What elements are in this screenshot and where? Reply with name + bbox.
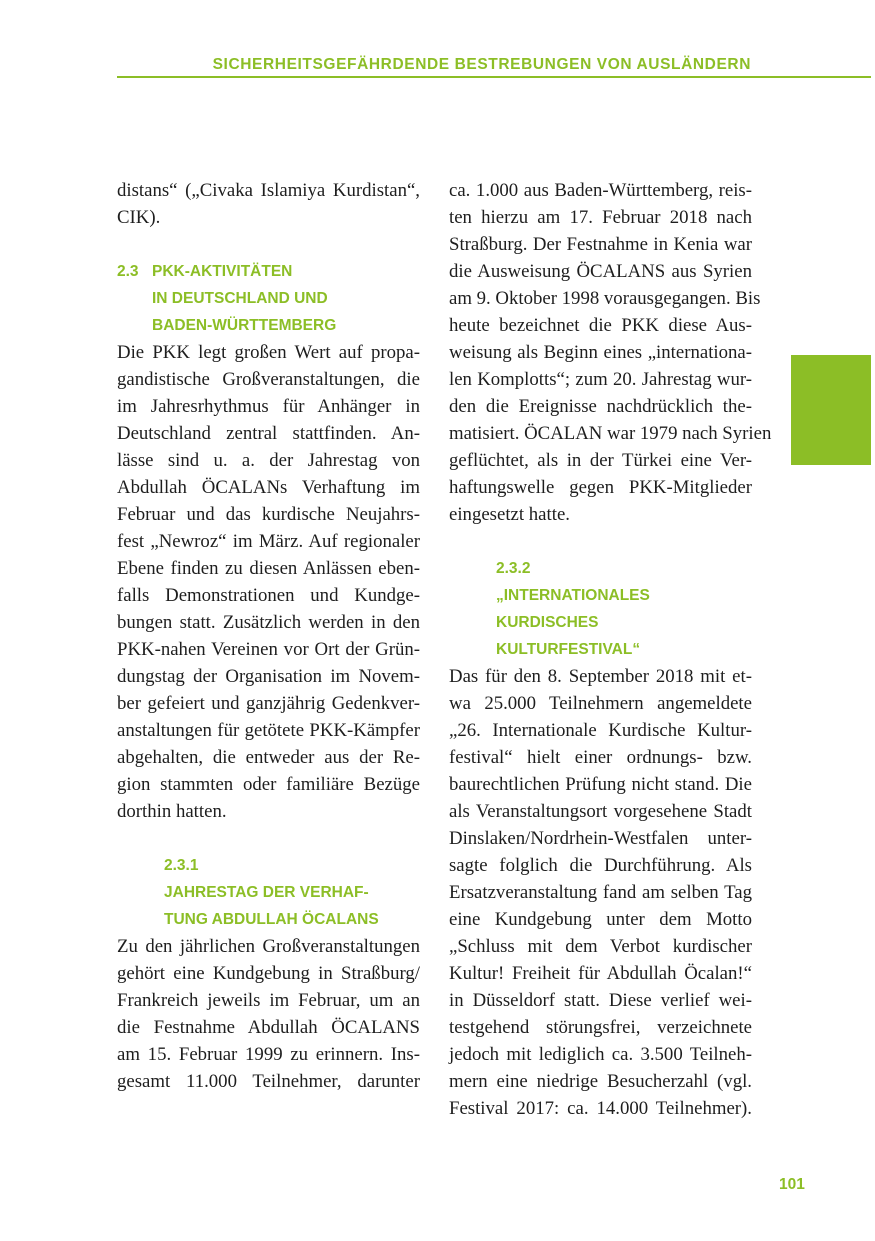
text-line: die Festnahme Abdullah ÖCALANS	[117, 1017, 420, 1038]
text-line: PKK-nahen Vereinen vor Ort der Grün-	[117, 639, 420, 660]
text-line: „26. Internationale Kurdische Kultur-	[449, 720, 752, 741]
text-line: „Schluss mit dem Verbot kurdischer	[449, 936, 752, 957]
text-line: eine Kundgebung unter dem Motto	[449, 909, 752, 930]
text-line: baurechtlichen Prüfung nicht stand. Die	[449, 774, 752, 795]
text-line: Ebene finden zu diesen Anlässen eben-	[117, 558, 420, 579]
intro-paragraph	[117, 177, 420, 231]
text-line: Straßburg. Der Festnahme in Kenia war	[449, 234, 752, 255]
text-line: weisung als Beginn eines „internationa-	[449, 342, 752, 363]
subsection-number: 2.3.2	[496, 560, 531, 577]
text-line: Ersatzveranstaltung fand am selben Tag	[449, 882, 752, 903]
text-line: ca. 1.000 aus Baden-Württemberg, reis-	[449, 180, 752, 201]
subsection-title-line: KULTURFESTIVAL“	[496, 641, 641, 658]
subsection-title-line: „INTERNATIONALES	[496, 587, 650, 604]
text-line: heute bezeichnet die PKK diese Aus-	[449, 315, 752, 336]
text-line: Deutschland zentral stattfinden. An-	[117, 423, 420, 444]
text-line: Februar und das kurdische Neujahrs-	[117, 504, 420, 525]
text-line: falls Demonstrationen und Kundge-	[117, 585, 420, 606]
text-line: am 15. Februar 1999 zu erinnern. Ins-	[117, 1044, 420, 1065]
header-rule	[117, 76, 871, 78]
text-line: testgehend störungsfrei, verzeichnete	[449, 1017, 752, 1038]
text-line: distans“ („Civaka Islamiya Kurdistan“,	[117, 180, 420, 201]
subsection-number: 2.3.1	[164, 857, 199, 874]
text-line: den die Ereignisse nachdrücklich the-	[449, 396, 752, 417]
text-line: fest „Newroz“ im März. Auf regionaler	[117, 531, 420, 552]
chapter-tab-marker	[791, 355, 871, 465]
text-line: ber gefeiert und ganzjährig Gedenkver-	[117, 693, 420, 714]
subsection-title-line: TUNG ABDULLAH ÖCALANS	[164, 911, 379, 928]
text-line: sagte folglich die Durchführung. Als	[449, 855, 752, 876]
section-number: 2.3	[117, 263, 139, 280]
subsection-heading-2-3-1	[117, 852, 420, 933]
text-line: die Ausweisung ÖCALANS aus Syrien	[449, 261, 752, 282]
text-line: wa 25.000 Teilnehmern angemeldete	[449, 693, 752, 714]
text-line: in Düsseldorf statt. Diese verlief wei-	[449, 990, 752, 1011]
text-line: Kultur! Freiheit für Abdullah Öcalan!“	[449, 963, 752, 984]
text-line: Dinslaken/Nordrhein-Westfalen unter-	[449, 828, 752, 849]
text-line: lässe sind u. a. der Jahrestag von	[117, 450, 420, 471]
text-line: jedoch mit lediglich ca. 3.500 Teilneh-	[449, 1044, 752, 1065]
text-line: Frankreich jeweils im Februar, um an	[117, 990, 420, 1011]
left-column	[117, 177, 420, 1095]
text-line: anstaltungen für getötete PKK-Kämpfer	[117, 720, 420, 741]
section-2-3-paragraph	[117, 339, 420, 825]
text-line: eingesetzt hatte.	[449, 504, 570, 525]
text-line: im Jahresrhythmus für Anhänger in	[117, 396, 420, 417]
text-line: festival“ hielt einer ordnungs- bzw.	[449, 747, 752, 768]
text-line: Zu den jährlichen Großveranstaltungen	[117, 936, 420, 957]
text-line: gehört eine Kundgebung in Straßburg/	[117, 963, 420, 984]
section-title-line: PKK-AKTIVITÄTEN	[152, 263, 293, 280]
continued-paragraph	[449, 177, 772, 528]
text-line: haftungswelle gegen PKK-Mitglieder	[449, 477, 752, 498]
section-title-line: IN DEUTSCHLAND UND	[152, 290, 328, 307]
text-line: gandistische Großveranstaltungen, die	[117, 369, 420, 390]
text-line: gesamt 11.000 Teilnehmer, darunter	[117, 1071, 420, 1092]
text-line: mern eine niedrige Besucherzahl (vgl.	[449, 1071, 752, 1092]
text-line: len Komplotts“; zum 20. Jahrestag wur-	[449, 369, 752, 390]
text-line: bungen statt. Zusätzlich werden in den	[117, 612, 420, 633]
text-line: Das für den 8. September 2018 mit et-	[449, 666, 752, 687]
text-line: CIK).	[117, 207, 161, 228]
subsection-heading-2-3-2	[449, 555, 752, 663]
text-line: matisiert. ÖCALAN war 1979 nach Syrien	[449, 423, 772, 444]
text-line: gion stammten oder familiäre Bezüge	[117, 774, 420, 795]
right-column	[449, 177, 772, 1122]
text-line: dorthin hatten.	[117, 801, 227, 822]
text-line: Die PKK legt großen Wert auf propa-	[117, 342, 420, 363]
text-line: am 9. Oktober 1998 vorausgegangen. Bis	[449, 288, 761, 309]
text-line: Festival 2017: ca. 14.000 Teilnehmer).	[449, 1098, 752, 1119]
subsection-title-line: KURDISCHES	[496, 614, 599, 631]
section-title-line: BADEN-WÜRTTEMBERG	[152, 317, 337, 334]
running-header: SICHERHEITSGEFÄHRDENDE BESTREBUNGEN VON AUSLÄNDERN	[212, 56, 751, 73]
text-line: geflüchtet, als in der Türkei eine Ver-	[449, 450, 752, 471]
subsection-title-line: JAHRESTAG DER VERHAF-	[164, 884, 369, 901]
text-line: ten hierzu am 17. Februar 2018 nach	[449, 207, 752, 228]
page-number: 101	[779, 1176, 805, 1193]
section-heading-2-3	[117, 258, 420, 339]
text-line: dungstag der Organisation im Novem-	[117, 666, 420, 687]
text-line: als Veranstaltungsort vorgesehene Stadt	[449, 801, 752, 822]
section-2-3-2-paragraph	[449, 663, 752, 1122]
section-2-3-1-paragraph	[117, 933, 420, 1095]
text-line: Abdullah ÖCALANs Verhaftung im	[117, 477, 420, 498]
text-line: abgehalten, die entweder aus der Re-	[117, 747, 420, 768]
